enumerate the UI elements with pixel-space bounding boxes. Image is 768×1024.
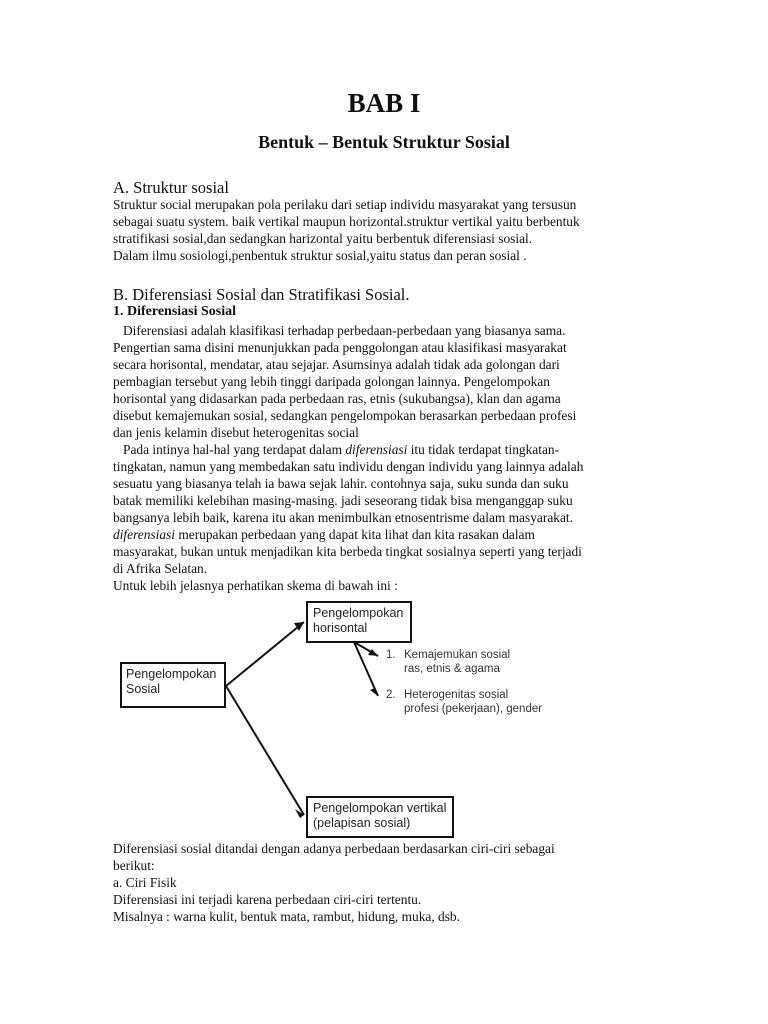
text-line: bangsanya lebih baik, karena itu akan menimbulkan etnosentrisme dalam masyarakat. xyxy=(113,510,573,525)
text-line: Dalam ilmu sosiologi,penbentuk struktur sosial,yaitu status dan peran sosial . xyxy=(113,248,527,263)
text-line: dan jenis kelamin disebut heterogenitas social xyxy=(113,425,359,440)
text-line: masyarakat, bukan untuk menjadikan kita berbeda tingkat sosialnya seperti yang terjadi xyxy=(113,544,582,559)
root-box-line: Sosial xyxy=(126,682,161,696)
text-line: tingkatan, namun yang membedakan satu individu dengan individu yang lainnya adalah xyxy=(113,459,584,474)
text-run: Pada intinya hal-hal yang terdapat dalam xyxy=(123,442,346,457)
vertical-box-line: (pelapisan sosial) xyxy=(313,816,411,830)
root-box xyxy=(120,662,226,708)
subsection-1-heading: 1. Diferensiasi Sosial xyxy=(113,304,237,319)
text-line: Pengertian sama disini menunjukkan pada penggolongan atau klasifikasi masyarakat xyxy=(113,340,567,355)
section-a-heading: A. Struktur sosial xyxy=(113,178,229,197)
item-number: 2. xyxy=(386,689,396,701)
text-line: disebut kemajemukan sosial, sedangkan pengelompokan berasarkan perbedaan profesi xyxy=(113,408,577,423)
text-line: secara horisontal, mendatar, atau sejajar. Asumsinya adalah tidak ada golongan dari xyxy=(113,357,560,372)
text-line: batak memiliki kelebihan masing-masing. jadi seseorang tidak bisa menganggap suku xyxy=(113,493,573,508)
text-run: merupakan perbedaan yang dapat kita lihat dan kita rasakan dalam xyxy=(175,527,535,542)
vertical-box xyxy=(306,796,454,838)
chapter-title: BAB I xyxy=(347,88,421,118)
text-line: a. Ciri Fisik xyxy=(113,875,177,890)
horizontal-box-line: horisontal xyxy=(313,621,368,635)
text-line: sebagai suatu system. baik vertikal maupun horizontal.struktur vertikal yaitu berbentuk xyxy=(113,214,580,229)
item-line: Kemajemukan sosial xyxy=(404,649,511,661)
text-line: stratifikasi sosial,dan sedangkan harizontal yaitu berbentuk diferensiasi sosial. xyxy=(113,231,533,246)
text-line: Untuk lebih jelasnya perhatikan skema di bawah ini : xyxy=(113,578,398,593)
horizontal-box xyxy=(306,601,412,643)
text-line: berikut: xyxy=(113,858,155,873)
item-line: Heterogenitas sosial xyxy=(404,689,509,701)
text-line: Misalnya : warna kulit, bentuk mata, rambut, hidung, muka, dsb. xyxy=(113,909,460,924)
vertical-box-line: Pengelompokan vertikal xyxy=(313,801,447,815)
item-line: ras, etnis & agama xyxy=(404,663,500,675)
closing-paragraph xyxy=(113,840,653,925)
text-line: Diferensiasi sosial ditandai dengan adanya perbedaan berdasarkan ciri-ciri sebagai xyxy=(113,841,555,856)
connector-root-vertical xyxy=(226,686,304,815)
text-line: pembagian tersebut yang lebih tinggi daripada golongan lainnya. Pengelompokan xyxy=(113,374,550,389)
horizontal-box-line: Pengelompokan xyxy=(313,606,404,620)
text-line: sesuatu yang biasanya telah ia bawa sejak lahir. contohnya saja, suku sunda dan suku xyxy=(113,476,569,491)
text-run: itu tidak terdapat tingkatan- xyxy=(407,442,560,457)
text-line: di Afrika Selatan. xyxy=(113,561,208,576)
emphasis-term: diferensiasi xyxy=(113,527,175,542)
item-number: 1. xyxy=(386,649,396,661)
text-line: Struktur social merupakan pola perilaku dari setiap individu masyarakat yang tersusun xyxy=(113,197,577,212)
root-box-line: Pengelompokan xyxy=(126,667,217,681)
chapter-subtitle: Bentuk – Bentuk Struktur Sosial xyxy=(258,132,510,152)
text-line: horisontal yang didasarkan pada perbedaan ras, etnis (sukubangsa), klan dan agama xyxy=(113,391,561,406)
connector-root-horizontal xyxy=(226,622,304,686)
section-b-heading: B. Diferensiasi Sosial dan Stratifikasi Sosial. xyxy=(113,285,410,304)
emphasis-term: diferensiasi xyxy=(345,442,408,457)
item-line: profesi (pekerjaan), gender xyxy=(404,703,543,715)
text-line: Diferensiasi ini terjadi karena perbedaan ciri-ciri tertentu. xyxy=(113,892,422,907)
text-line: Diferensiasi adalah klasifikasi terhadap perbedaan-perbedaan yang biasanya sama. xyxy=(123,323,566,338)
